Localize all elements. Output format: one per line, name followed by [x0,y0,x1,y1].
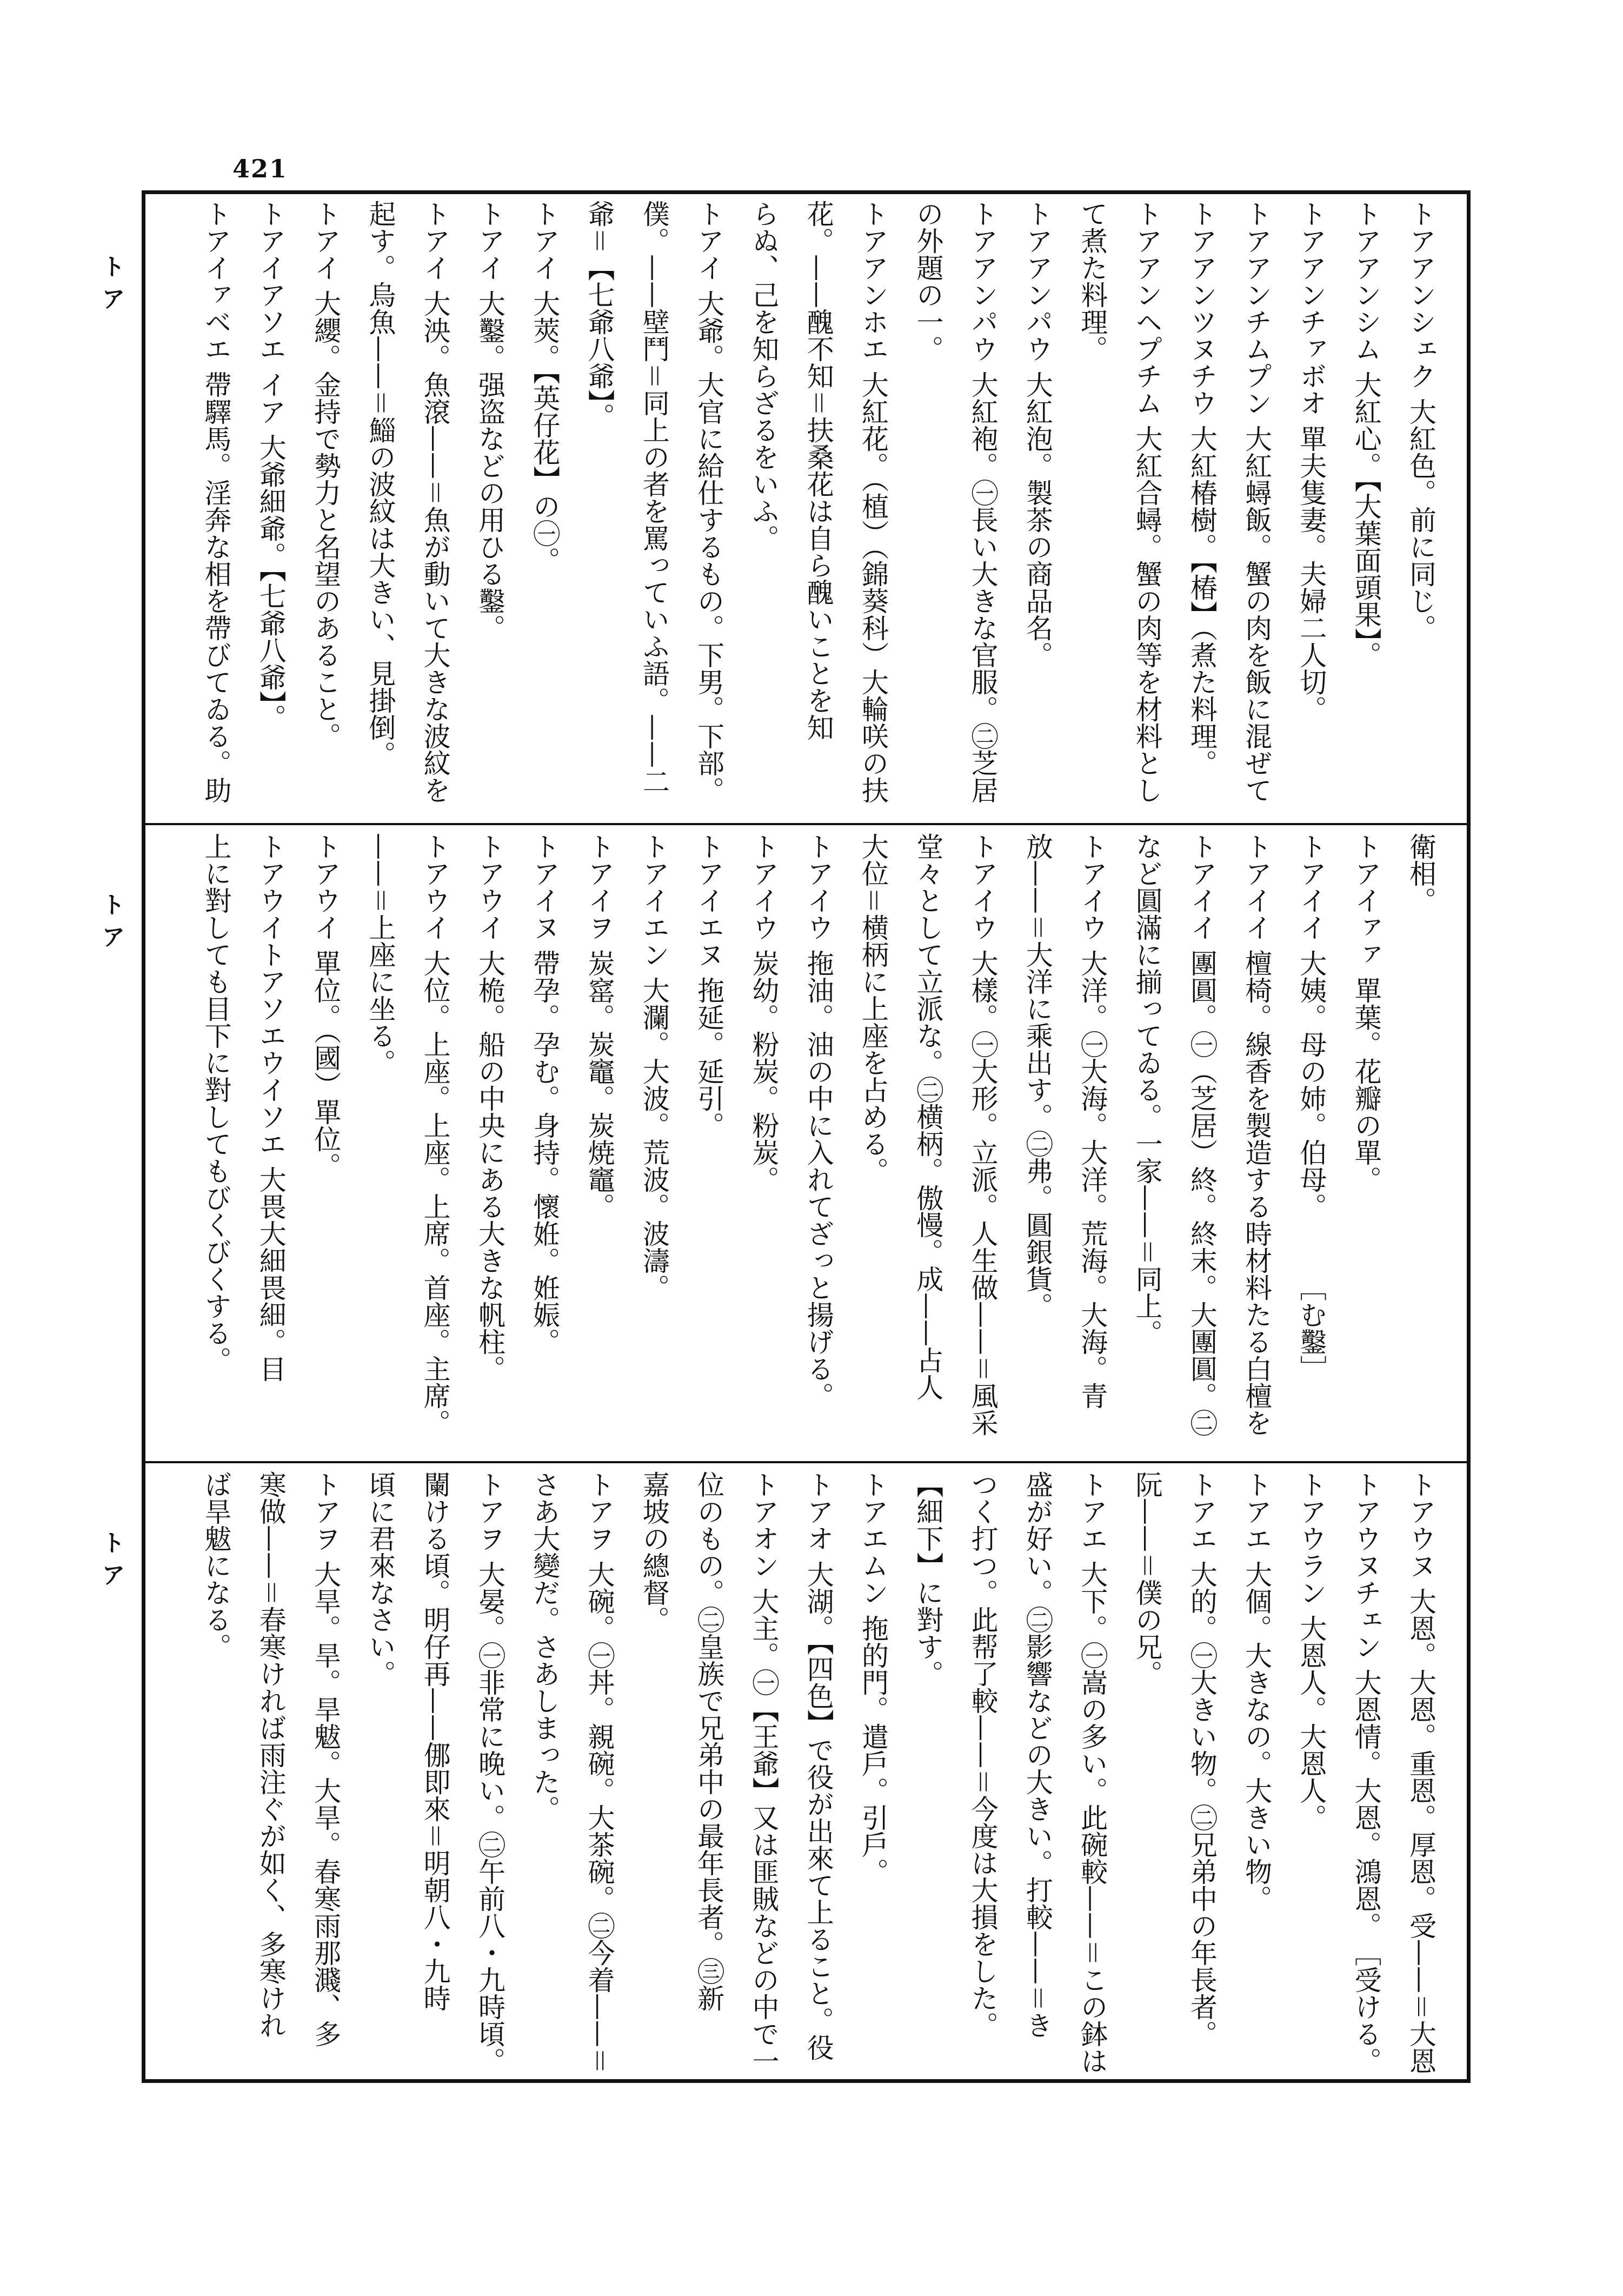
dictionary-column: ——＝上座に坐る。 [364,833,396,1076]
dictionary-column: 【細下】に對す。 [912,1471,944,1687]
dictionary-column: の外題の一。 [912,200,944,362]
dictionary-column: 位のもの。㊁皇族で兄弟中の最年長者。㊂新 [693,1471,725,2012]
dictionary-column: トアウイトアソエウイソエ 大畏大細畏細。目 [255,833,287,1382]
dictionary-column: トアイウ 炭幼。粉炭。粉炭。 [748,833,780,1193]
dictionary-band-middle [189,833,1449,1455]
dictionary-column: トアアンホエ 大紅花。（植）（錦葵科）大輪咲の扶 [857,200,889,804]
dictionary-column: さあ大變だ。さあしまった。 [529,1471,561,1822]
band-divider [142,1461,1471,1463]
dictionary-column: トアオン 大主。㊀【王爺】又は匪賊などの中で一 [748,1471,780,2074]
dictionary-column: 阮——＝僕の兄。 [1131,1471,1163,1687]
dictionary-column: 盛が好い。㊁影響などの大きい。打較——＝き [1021,1471,1053,2039]
dictionary-column: トアイイ 大姨。母の姉。伯母。 ［む鑿］ [1295,833,1327,1382]
dictionary-column: トアウヌチェン 大恩情。大恩。鴻恩。 ［受ける。 [1350,1471,1382,2074]
dictionary-column: 嘉坡の總督。 [638,1471,670,1633]
band-divider [142,823,1471,825]
dictionary-column: 上に對しても目下に對してもびくびくする。 [200,833,232,1373]
side-label-bottom: ト ア [97,1530,125,1587]
dictionary-column: つく打つ。此帮了較——＝今度は大損をした。 [967,1471,999,2039]
dictionary-column: 起す。烏魚——＝鯔の波紋は大きい、見掛倒。 [364,200,396,768]
dictionary-column: トアイイ 團圓。㊀（芝居）終。終末。大團圓。㊁ [1186,833,1218,1436]
dictionary-column: トアイウ 大樣。㊀大形。立派。人生做——＝風采 [967,833,999,1436]
side-label-middle: ト ア [97,892,125,948]
side-label-top: ト ア [97,254,125,310]
dictionary-column: 僕。——壁鬥＝同上の者を罵っていふ語。——二 [638,200,670,795]
dictionary-column: 寒做——＝春寒ければ雨注ぐが如く、多寒けれ [255,1471,287,2039]
dictionary-column: トアヲ 大旱。旱。旱魃。大旱。春寒雨那濺、多 [310,1471,342,2047]
dictionary-column: 大位＝横柄に上座を占める。 [857,833,889,1184]
dictionary-column: トアヲ 大晏。㊀非常に晚い。㊁午前八・九時頃。 [474,1471,505,2074]
dictionary-band-top [189,200,1449,817]
dictionary-column: トアウイ 大桅。船の中央にある大きな帆柱。 [474,833,505,1382]
dictionary-column: トアエ 大個。大きなの。大きい物。 [1241,1471,1273,1912]
dictionary-column: トアアンツヌチウ 大紅椿樹。【椿】（煮た料理。 [1186,200,1218,777]
dictionary-column: トアイヲ 炭窰。炭竈。炭焼竈。 [583,833,615,1220]
dictionary-column: トアエ 大的。㊀大きい物。㊁兄弟中の年長者。 [1186,1471,1218,2047]
dictionary-column: トアアンシム 大紅心。【大葉面頭果】。 [1350,200,1382,668]
dictionary-column: ば旱魃になる。 [200,1471,232,1660]
dictionary-column: トアアンパウ 大紅袍。㊀長い大きな官服。㊁芝居 [967,200,999,804]
dictionary-column: トアアンシェク 大紅色。前に同じ。 [1405,200,1436,641]
dictionary-column: トアイ 大鑿。强盗などの用ひる鑿。 [474,200,505,641]
dictionary-column: トアイヌ 帶孕。孕む。身持。懷姙。姙娠。 [529,833,561,1355]
dictionary-column: トアイウ 拖油。油の中に入れてざっと揚げる。 [802,833,834,1409]
dictionary-column: 頃に君來なさい。 [364,1471,396,1687]
dictionary-column: トアウラン 大恩人。大恩人。 [1295,1471,1327,1831]
dictionary-column: 堂々として立派な。㊁横柄。傲慢。成——占人 [912,833,944,1401]
dictionary-column: 爺＝【七爺八爺】。 [583,200,615,430]
dictionary-column: 花。——醜不知＝扶桑花は自ら醜いことを知 [802,200,834,741]
dictionary-column: トアアンパウ 大紅泡。製茶の商品名。 [1021,200,1053,668]
dictionary-column: トアイアソエ イア 大爺細爺。【七爺八爺】。 [255,200,287,731]
dictionary-column: トアウイ 大位。上座。上座。上席。首座。主席。 [419,833,451,1436]
dictionary-column: トアエ 大下。㊀嵩の多い。此碗較——＝この鉢は [1076,1471,1108,2074]
dictionary-band-bottom [189,1471,1449,2076]
dictionary-column: トアウイ 單位。（國）單位。 [310,833,342,1179]
dictionary-column: トアイウ 大洋。㊀大海。大洋。荒海。大海。青 [1076,833,1108,1409]
dictionary-column: 放——＝大洋に乘出す。㊁弗。圓銀貨。 [1021,833,1053,1319]
dictionary-column: トアイ 大纓。金持で勢力と名望のあること。 [310,200,342,749]
dictionary-column: トアイァァ 單葉。花瓣の單。 [1350,833,1382,1193]
dictionary-column: トアアンチムプン 大紅蟳飯。蟹の肉を飯に混ぜて [1241,200,1273,804]
dictionary-column: トアイエン 大瀾。大波。荒波。波濤。 [638,833,670,1301]
page-number: 421 [232,154,288,183]
dictionary-column: トアオ 大湖。【四色】で役が出來て上ること。役 [802,1471,834,2061]
dictionary-column: トアウヌ 大恩。大恩。重恩。厚恩。受——＝大恩 [1405,1471,1436,2074]
dictionary-column: トアイエヌ 拖延。延引。 [693,833,725,1139]
dictionary-column: らぬ、己を知らざるをいふ。 [748,200,780,552]
dictionary-column: 衛相。 [1405,833,1436,914]
dictionary-column: トアイァベエ 帶驛馬。淫奔な相を帶びてゐる。助 [200,200,232,804]
dictionary-column: トアアンヘプチム 大紅合蟳。蟹の肉等を材料とし [1131,200,1163,804]
dictionary-column: 闌ける頃。明仔再——㑚即來＝明朝八・九時 [419,1471,451,2012]
dictionary-column: など圓滿に揃ってゐる。一家——＝同上。 [1131,833,1163,1346]
dictionary-column: トアイイ 檀椅。線香を製造する時材料たる白檀を [1241,833,1273,1436]
dictionary-column: て煮た料理。 [1076,200,1108,362]
dictionary-column: トアアンチァボオ 單夫隻妻。夫婦二人切。 [1295,200,1327,722]
dictionary-column: トアヲ 大碗。㊀丼。親碗。大茶碗。㊁今着——＝ [583,1471,615,2074]
dictionary-column: トアイ 大爺。大官に給仕するもの。下男。下部。 [693,200,725,804]
dictionary-column: トアエムン 拖的門。遣戶。引戶。 [857,1471,889,1885]
dictionary-column: トアイ 大莢。【英仔花】の㊀。 [529,200,561,574]
dictionary-column: トアイ 大泱。魚滾——＝魚が動いて大きな波紋を [419,200,451,804]
